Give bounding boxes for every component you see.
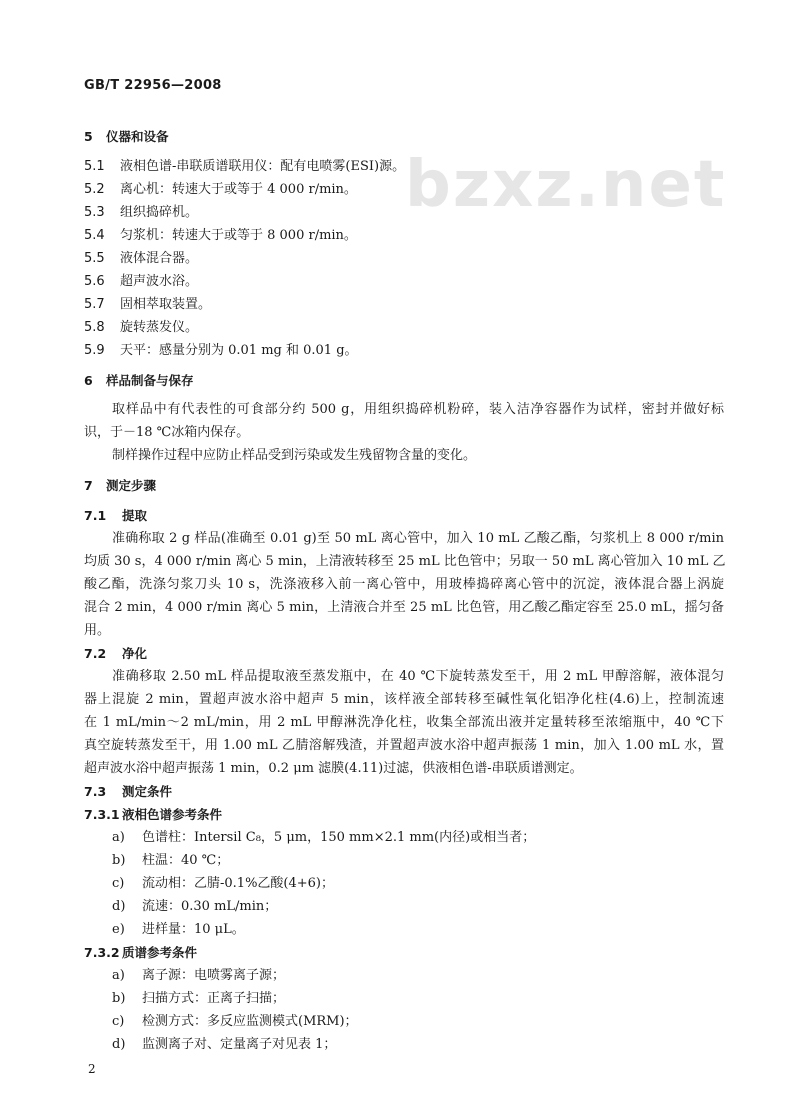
paragraph-line: 在 1 mL/min～2 mL/min，用 2 mL 甲醇淋洗净化柱，收集全部流出液并定量转移至浓缩瓶中，40 ℃下	[84, 715, 724, 730]
item-5-8: 5.8 旋转蒸发仪。	[84, 320, 199, 335]
list-item: c) 流动相：乙腈-0.1%乙酸(4+6)；	[112, 876, 334, 891]
item-5-9: 5.9 天平：感量分别为 0.01 mg 和 0.01 g。	[84, 343, 358, 358]
section-5-heading: 5 仪器和设备	[84, 129, 169, 144]
list-item: b) 扫描方式：正离子扫描；	[112, 991, 286, 1006]
list-item: d) 流速：0.30 mL/min；	[112, 899, 278, 914]
paragraph-line: 取样品中有代表性的可食部分约 500 g，用组织捣碎机粉碎，装入洁净容器作为试样，密封并做好标	[112, 402, 724, 417]
section-7-3-heading: 7.3 测定条件	[84, 784, 173, 799]
paragraph-line: 酸乙酯，洗涤匀浆刀头 10 s，洗涤液移入前一离心管中，用玻棒捣碎离心管中的沉淀，液体混合器上涡旋	[84, 577, 724, 592]
page-number: 2	[88, 1062, 96, 1076]
paragraph-line: 用。	[84, 623, 111, 638]
paragraph-line: 识，于－18 ℃冰箱内保存。	[84, 425, 250, 440]
paragraph-line: 准确称取 2 g 样品(准确至 0.01 g)至 50 mL 离心管中，加入 10 mL 乙酸乙酯，匀浆机上 8 000 r/min	[112, 531, 724, 546]
section-7-3-1-heading: 7.3.1 液相色谱参考条件	[84, 807, 223, 822]
item-5-1: 5.1 液相色谱-串联质谱联用仪：配有电喷雾(ESI)源。	[84, 159, 406, 174]
section-7-2-heading: 7.2 净化	[84, 646, 148, 661]
list-item: a) 色谱柱：Intersil C₈，5 μm，150 mm×2.1 mm(内径)或相当者；	[112, 830, 536, 845]
section-6-heading: 6 样品制备与保存	[84, 373, 194, 388]
list-item: c) 检测方式：多反应监测模式(MRM)；	[112, 1014, 358, 1029]
standard-header: GB/T 22956—2008	[84, 78, 222, 93]
item-5-5: 5.5 液体混合器。	[84, 251, 199, 266]
list-item: e) 进样量：10 μL。	[112, 922, 245, 937]
paragraph-line: 真空旋转蒸发至干，用 1.00 mL 乙腈溶解残渣，并置超声波水浴中超声振荡 1 min，加入 1.00 mL 水，置	[84, 738, 724, 753]
paragraph-line: 超声波水浴中超声振荡 1 min，0.2 μm 滤膜(4.11)过滤，供液相色谱-串联质谱测定。	[84, 761, 583, 776]
watermark: bzxz.net	[405, 148, 727, 222]
list-item: d) 监测离子对、定量离子对见表 1；	[112, 1037, 337, 1052]
item-5-6: 5.6 超声波水浴。	[84, 274, 199, 289]
section-7-3-2-heading: 7.3.2 质谱参考条件	[84, 945, 198, 960]
item-5-4: 5.4 匀浆机：转速大于或等于 8 000 r/min。	[84, 228, 357, 243]
list-item: a) 离子源：电喷雾离子源；	[112, 968, 286, 983]
section-7-heading: 7 测定步骤	[84, 478, 157, 493]
item-5-7: 5.7 固相萃取装置。	[84, 297, 212, 312]
list-item: b) 柱温：40 ℃；	[112, 853, 230, 868]
section-7-1-heading: 7.1 提取	[84, 508, 148, 523]
item-5-3: 5.3 组织捣碎机。	[84, 205, 199, 220]
paragraph-line: 混合 2 min，4 000 r/min 离心 5 min，上清液合并至 25 mL 比色管，用乙酸乙酯定容至 25.0 mL，摇匀备	[84, 600, 724, 615]
paragraph-line: 器上混旋 2 min，置超声波水浴中超声 5 min，该样液全部转移至碱性氧化铝净化柱(4.6)上，控制流速	[84, 692, 724, 707]
paragraph-line: 准确移取 2.50 mL 样品提取液至蒸发瓶中，在 40 ℃下旋转蒸发至干，用 2 mL 甲醇溶解，液体混匀	[112, 669, 724, 684]
paragraph-line: 均质 30 s，4 000 r/min 离心 5 min，上清液转移至 25 mL 比色管中；另取一 50 mL 离心管加入 10 mL 乙	[84, 554, 726, 569]
item-5-2: 5.2 离心机：转速大于或等于 4 000 r/min。	[84, 182, 357, 197]
paragraph-line: 制样操作过程中应防止样品受到污染或发生残留物含量的变化。	[112, 448, 477, 463]
